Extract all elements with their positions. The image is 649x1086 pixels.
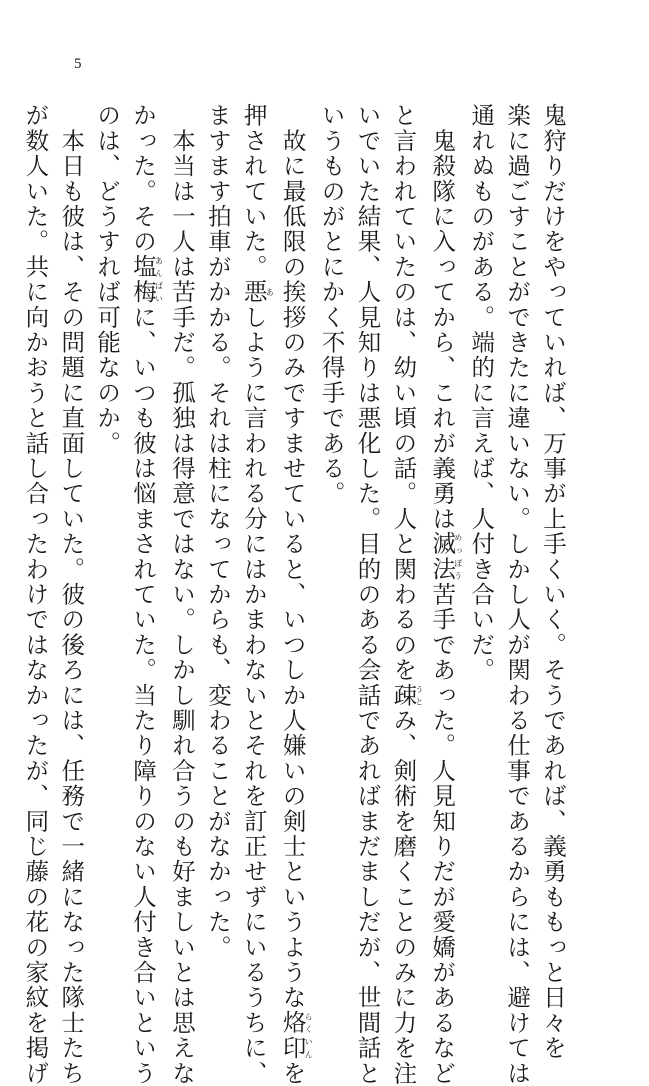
ruby-word <box>129 254 164 305</box>
ruby-reading: うと <box>414 682 424 708</box>
text-line <box>124 103 164 1086</box>
text-line <box>349 103 385 1086</box>
text-line <box>384 103 424 1086</box>
body-text <box>21 103 570 1086</box>
text-segment: が数人いた。共に向かおうと話し合ったわけではなかったが、同じ藤の花の家紋を掲げ <box>21 103 50 1086</box>
text-segment: 押されていた。 <box>239 103 268 280</box>
text-line <box>462 103 498 863</box>
text-segment: 鬼狩りだけをやっていれば、万事が上手くいく。そうであれば、義勇ももっと日々を <box>539 103 567 1061</box>
text-line <box>88 103 124 863</box>
text-segment: かった。その <box>129 103 158 255</box>
ruby-word <box>428 531 463 582</box>
ruby-reading: あ <box>265 279 275 305</box>
text-segment: を <box>278 1060 307 1086</box>
text-segment: 鬼殺隊に入ってから、これが義勇は <box>428 103 457 532</box>
text-segment: いうものがとにかく不得手である。 <box>317 103 346 507</box>
ruby-reading: あんばい <box>154 254 164 305</box>
ruby-word <box>389 682 424 708</box>
ruby-word <box>239 279 275 305</box>
text-line <box>235 103 275 1086</box>
ruby-base: 塩梅 <box>129 254 158 305</box>
ruby-base: 滅法 <box>428 531 457 582</box>
text-segment: ますます拍車がかかる。それは柱になってからも、変わることがなかった。 <box>203 103 232 960</box>
ruby-base: 烙印 <box>278 1010 307 1061</box>
ruby-base: 疎 <box>389 682 418 708</box>
text-segment: 通れぬものがある。端的に言えば、人付き合いだ。 <box>467 103 496 683</box>
text-segment: しように言われる分にはかまわないとそれを訂正せずにいるうちに、 <box>239 304 268 1086</box>
text-line <box>498 103 534 1086</box>
ruby-word <box>278 1010 314 1061</box>
text-line <box>313 103 349 863</box>
text-line <box>163 103 199 1086</box>
page-number: 5 <box>74 56 82 72</box>
text-segment: と言われていたのは、幼い頃の話。人と関わるのを <box>389 103 418 683</box>
text-segment: 本日も彼は、その問題に直面していた。彼の後ろには、任務で一緒になった隊士たち <box>57 103 86 1086</box>
text-line <box>16 103 52 1086</box>
text-line <box>274 103 314 1086</box>
text-segment: に、いつも彼は悩まされていた。当たり障りのない人付き合いという <box>129 304 158 1086</box>
text-line <box>534 103 570 1061</box>
text-segment: のは、どうすれば可能なのか。 <box>93 103 122 456</box>
text-line <box>199 103 235 960</box>
text-segment: 故に最低限の挨拶のみですませていると、いつしか人嫌いの剣士というような <box>278 103 307 1011</box>
ruby-base: 悪 <box>239 279 268 305</box>
text-line <box>52 103 88 1086</box>
ruby-reading: らくいん <box>304 1010 314 1061</box>
text-segment: み、剣術を磨くことのみに力を注 <box>389 707 418 1086</box>
text-segment: いでいた結果、人見知りは悪化した。目的のある会話であればまだましだが、世間話と <box>353 103 382 1086</box>
text-segment: 苦手であった。人見知りだが愛嬌があるなど <box>428 581 457 1086</box>
text-segment: 楽に過ごすことができたに違いない。しかし人が関わる仕事であるからには、避けては <box>503 103 532 1086</box>
text-segment: 本当は一人は苦手だ。孤独は得意ではない。しかし馴れ合うのも好ましいとは思えな <box>167 103 196 1086</box>
ruby-reading: めっぽう <box>453 531 463 582</box>
text-line <box>423 103 463 1086</box>
